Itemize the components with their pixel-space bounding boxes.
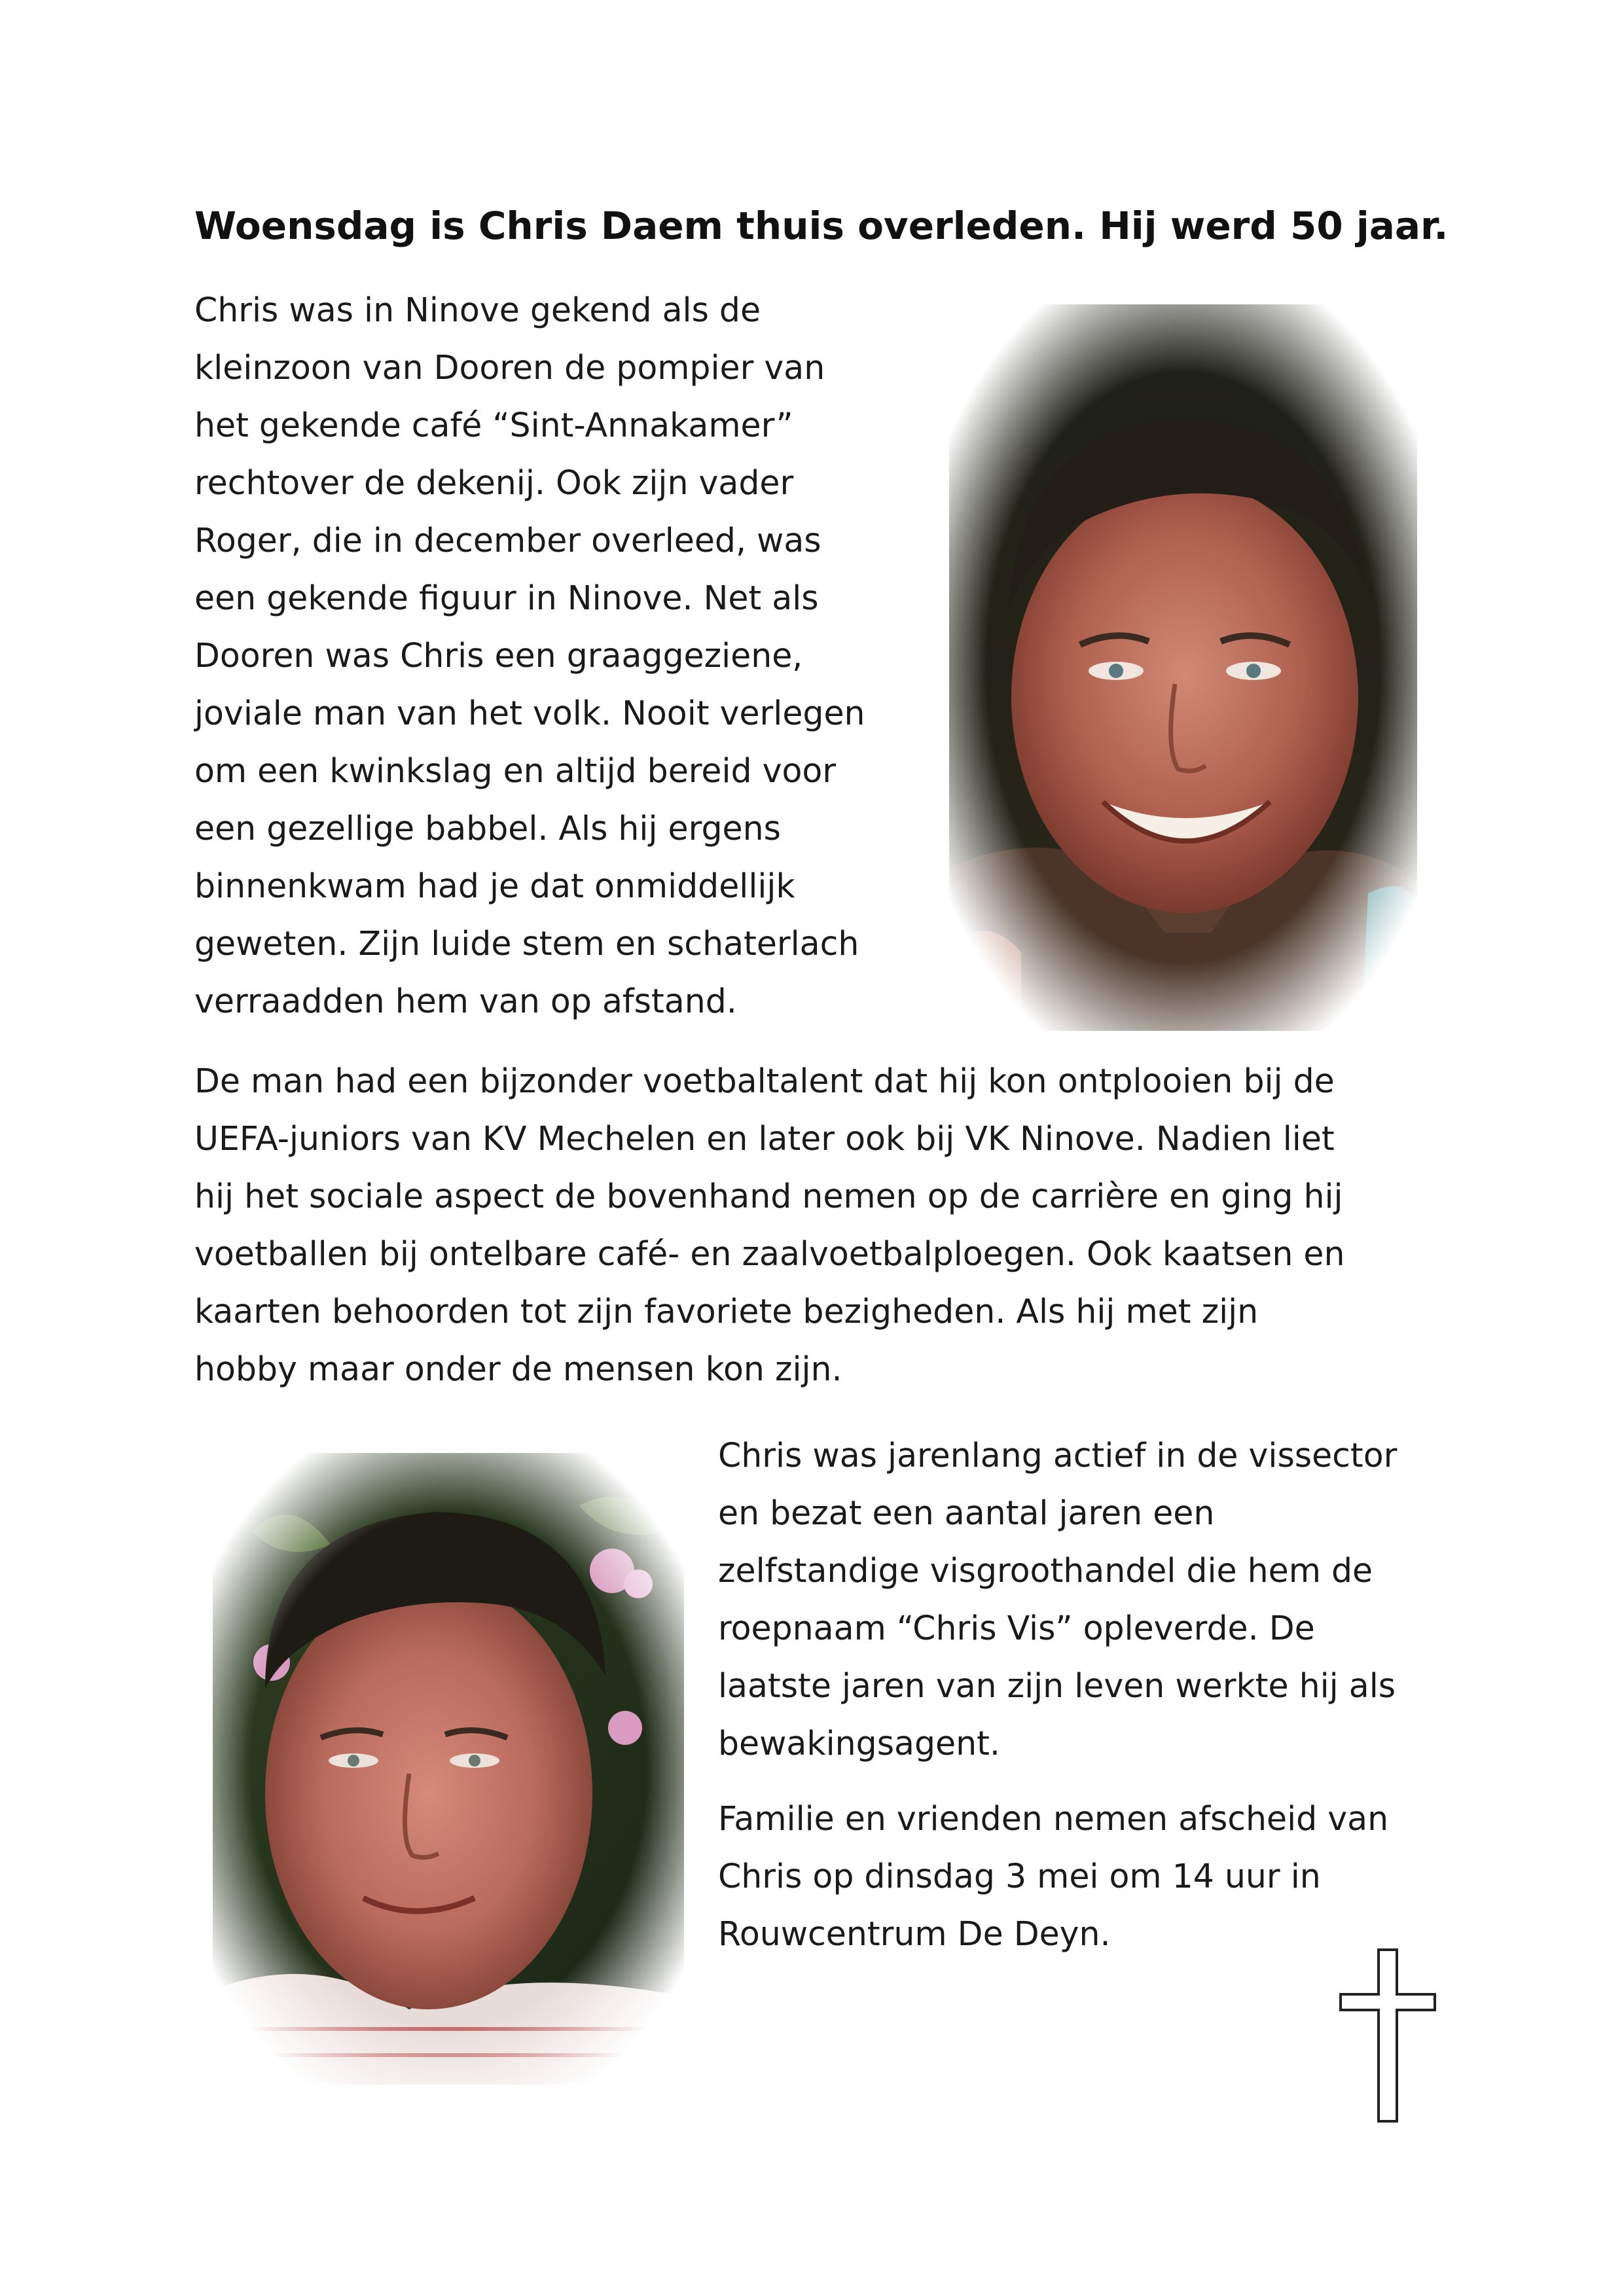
text-line: joviale man van het volk. Nooit verlegen: [194, 694, 865, 732]
paragraph-farewell: [718, 1790, 1388, 1963]
text-line: kaarten behoorden tot zijn favoriete bezigheden. Als hij met zijn: [194, 1292, 1259, 1331]
paragraph-intro: [194, 281, 865, 1030]
paragraph-fish-trade: [718, 1427, 1397, 1772]
text-line: verraadden hem van op afstand.: [194, 982, 737, 1020]
page-title: Woensdag is Chris Daem thuis overleden. Hij werd 50 jaar.: [194, 204, 1449, 248]
text-line: binnenkwam had je dat onmiddellijk: [194, 867, 795, 905]
text-line: roepnaam “Chris Vis” opleverde. De: [718, 1609, 1315, 1647]
text-line: Chris was in Ninove gekend als de: [194, 291, 761, 329]
text-line: om een kwinkslag en altijd bereid voor: [194, 751, 837, 790]
portrait-photo-profile: [213, 1453, 684, 2085]
portrait-illustration: [213, 1453, 684, 2085]
text-line: zelfstandige visgroothandel die hem de: [718, 1551, 1373, 1590]
text-line: en bezat een aantal jaren een: [718, 1494, 1215, 1532]
text-line: kleinzoon van Dooren de pompier van: [194, 348, 825, 387]
paragraph-football: [194, 1052, 1344, 1398]
portrait-illustration: [949, 304, 1417, 1031]
portrait-photo-smiling: [949, 304, 1417, 1031]
text-line: Chris was jarenlang actief in de vissector: [718, 1436, 1398, 1475]
text-line: Rouwcentrum De Deyn.: [718, 1914, 1111, 1953]
text-line: Dooren was Chris een graaggeziene,: [194, 636, 803, 675]
text-line: Roger, die in december overleed, was: [194, 521, 821, 560]
text-line: bewakingsagent.: [718, 1724, 1000, 1763]
text-line: hobby maar onder de mensen kon zijn.: [194, 1350, 842, 1388]
text-line: UEFA-juniors van KV Mechelen en later ook bij VK Ninove. Nadien liet: [194, 1119, 1335, 1158]
text-line: Familie en vrienden nemen afscheid van: [718, 1799, 1389, 1838]
text-line: Chris op dinsdag 3 mei om 14 uur in: [718, 1857, 1321, 1895]
cross-icon: [1335, 1947, 1440, 2124]
text-line: rechtover de dekenij. Ook zijn vader: [194, 463, 794, 502]
text-line: het gekende café “Sint-Annakamer”: [194, 406, 793, 444]
text-line: laatste jaren van zijn leven werkte hij als: [718, 1666, 1396, 1705]
text-line: hij het sociale aspect de bovenhand nemen op de carrière en ging hij: [194, 1177, 1343, 1215]
text-line: een gekende figuur in Ninove. Net als: [194, 579, 819, 617]
text-line: De man had een bijzonder voetbaltalent dat hij kon ontplooien bij de: [194, 1062, 1335, 1100]
text-line: een gezellige babbel. Als hij ergens: [194, 809, 781, 848]
text-line: voetballen bij ontelbare café- en zaalvoetbalploegen. Ook kaatsen en: [194, 1234, 1345, 1273]
text-line: geweten. Zijn luide stem en schaterlach: [194, 924, 859, 963]
